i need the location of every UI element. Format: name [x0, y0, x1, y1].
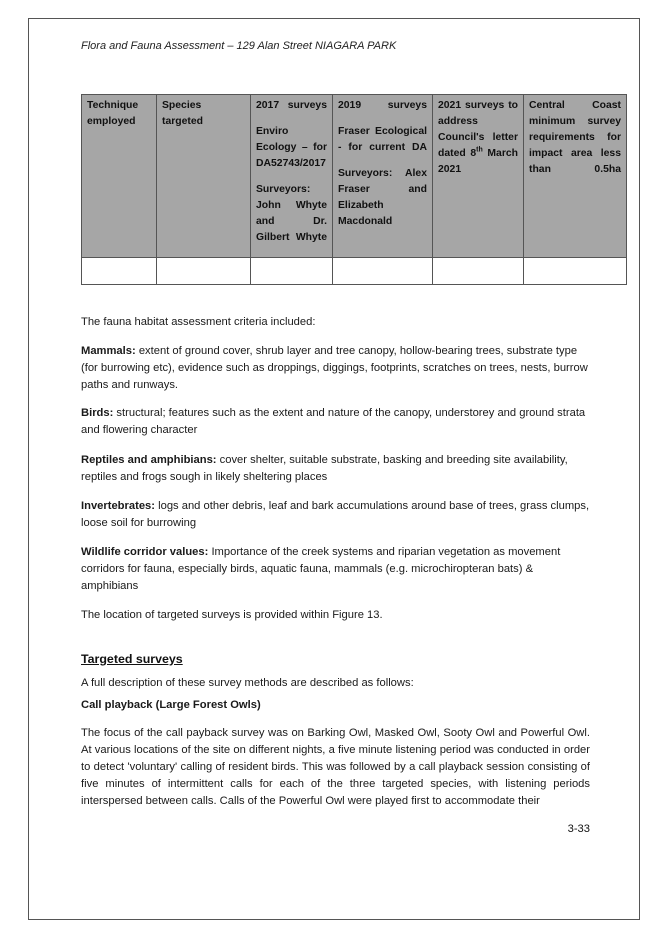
header-2017 — [251, 95, 333, 258]
table-header-row — [82, 95, 627, 258]
header-2019 — [333, 95, 433, 258]
page-number: 3-33 — [567, 823, 590, 835]
criteria-reptiles: Reptiles and amphibians: cover shelter, suitable substrate, basking and breeding site availability, reptiles and frogs sough in likely sheltering places — [81, 454, 568, 483]
criteria-wildlife-corridor: Wildlife corridor values: Importance of the creek systems and riparian vegetation as movement corridors for fauna, especially birds, aquatic fauna, mammals (e.g. microchiropteran bats) & amphibians — [81, 546, 561, 592]
header-2017-title: 2017 surveys — [256, 100, 327, 111]
table-cell — [251, 258, 333, 285]
table-cell — [82, 258, 157, 285]
body-paragraph: The focus of the call payback survey was on Barking Owl, Masked Owl, Sooty Owl and Powerful Owl. At various locations of the site on different nights, a five minute listening period was conducted in order to detect 'voluntary' calling of resident birds. This was followed by a call playback session consisting of five minutes of intermittent calls for each of the three targeted species, with listening periods interspersed between calls. Calls of the Powerful Owl were played first to accommodate their — [81, 727, 590, 807]
header-2019-surveyors: Surveyors: Alex Fraser and Elizabeth Macdonald — [338, 168, 427, 227]
header-species: Species targeted — [157, 95, 251, 258]
table-cell — [333, 258, 433, 285]
header-central-coast: Central Coast minimum survey requirements for impact area less than 0.5ha — [524, 95, 627, 258]
criteria-invertebrates: Invertebrates: logs and other debris, leaf and bark accumulations around base of trees, grass clumps, loose soil for burrowing — [81, 500, 590, 529]
header-2019-consultant: Fraser Ecological - for current DA — [338, 126, 427, 153]
survey-table — [81, 94, 627, 285]
table-cell — [157, 258, 251, 285]
running-header: Flora and Fauna Assessment – 129 Alan Street NIAGARA PARK — [81, 40, 397, 52]
header-2021: 2021 surveys to address Council's letter dated 8th March 2021 — [433, 95, 524, 258]
header-2017-consultant: Enviro Ecology – for DA52743/2017 — [256, 126, 327, 169]
location-note: The location of targeted surveys is provided within Figure 13. — [81, 609, 383, 621]
criteria-birds: Birds: structural; features such as the extent and nature of the canopy, understorey and ground strata and flowering character — [81, 407, 586, 436]
header-2017-surveyors: Surveyors: John Whyte and Dr. Gilbert Whyte — [256, 184, 327, 243]
table-row — [82, 258, 627, 285]
header-2019-title: 2019 surveys — [338, 100, 427, 111]
criteria-intro: The fauna habitat assessment criteria included: — [81, 316, 316, 328]
table-cell — [433, 258, 524, 285]
header-technique: Technique employed — [82, 95, 157, 258]
subheading: Call playback (Large Forest Owls) — [81, 699, 261, 711]
criteria-mammals: Mammals: extent of ground cover, shrub layer and tree canopy, hollow-bearing trees, substrate type (for burrowing etc), evidence such as droppings, diggings, footprints, scratches on trees, nests, burrow paths and runways. — [81, 345, 588, 391]
section-heading: Targeted surveys — [81, 652, 183, 666]
table-cell — [524, 258, 627, 285]
section-intro: A full description of these survey methods are described as follows: — [81, 677, 414, 689]
